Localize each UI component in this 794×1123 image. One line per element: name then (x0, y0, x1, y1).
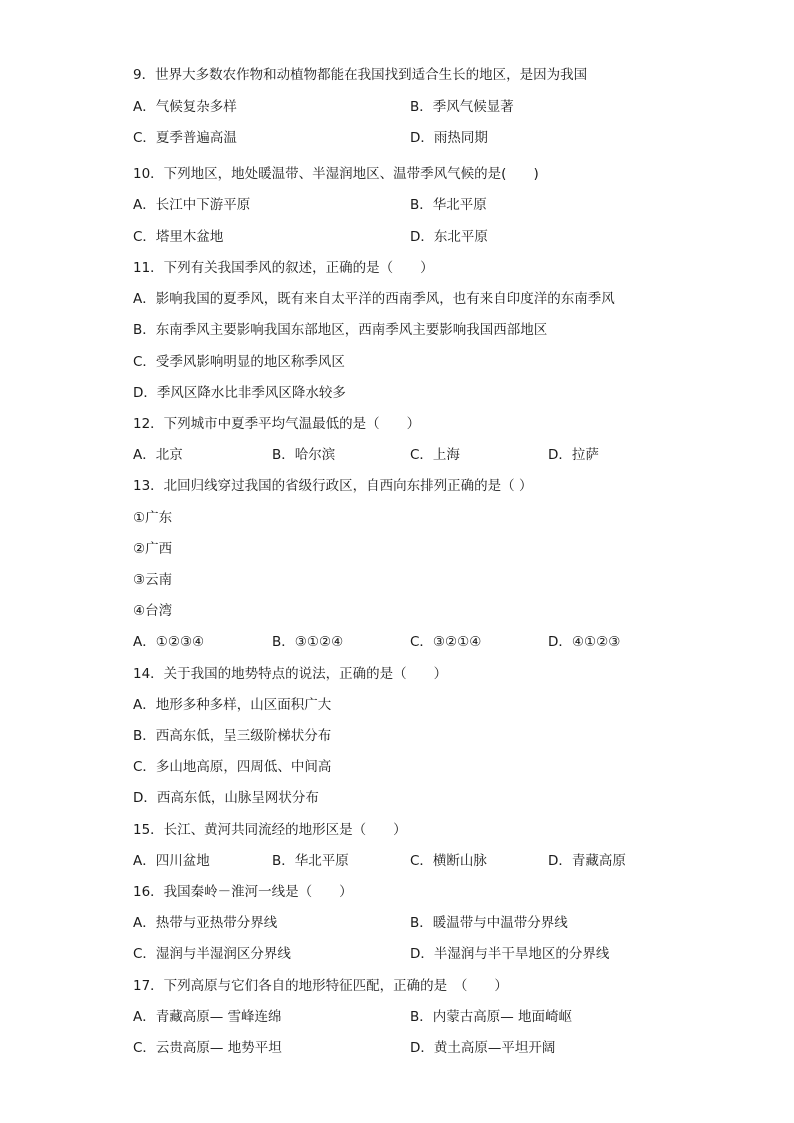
question-10-option-c: C．塔里木盆地 (133, 229, 224, 245)
question-17-stem: 17．下列高原与它们各自的地形特征匹配，正确的是 （ ） (133, 978, 508, 994)
question-11-option-b: B．东南季风主要影响我国东部地区，西南季风主要影响我国西部地区 (133, 322, 548, 338)
question-16-options-row-2 (133, 944, 693, 964)
question-14-option-c: C．多山地高原，四周低、中间高 (133, 759, 332, 775)
question-13-option-d: D．④①②③ (548, 634, 621, 650)
question-9-option-a: A．气候复杂多样 (133, 99, 237, 115)
question-15-stem: 15．长江、黄河共同流经的地形区是（ ） (133, 822, 407, 838)
question-10-option-b: B．华北平原 (410, 197, 487, 213)
question-12-option-c: C．上海 (410, 447, 460, 463)
question-14-option-b: B．西高东低，呈三级阶梯状分布 (133, 728, 332, 744)
question-9-option-d: D．雨热同期 (410, 130, 488, 146)
question-10-stem: 10．下列地区，地处暖温带、半湿润地区、温带季风气候的是( ) (133, 166, 539, 182)
question-17-option-a: A．青藏高原— 雪峰连绵 (133, 1009, 282, 1025)
question-17-option-b: B．内蒙古高原— 地面崎岖 (410, 1009, 573, 1025)
question-15-option-a: A．四川盆地 (133, 853, 210, 869)
question-9-option-b: B．季风气候显著 (410, 99, 514, 115)
question-17-options-row-2 (133, 1038, 693, 1058)
question-10-options-row-1 (133, 195, 693, 215)
question-16-option-d: D．半湿润与半干旱地区的分界线 (410, 946, 610, 962)
question-10-option-d: D．东北平原 (410, 229, 488, 245)
question-11-option-d: D．季风区降水比非季风区降水较多 (133, 385, 346, 401)
question-16-option-a: A．热带与亚热带分界线 (133, 915, 278, 931)
question-13-item-3: ③云南 (133, 572, 173, 588)
question-13-option-b: B．③①②④ (272, 634, 344, 650)
question-13-options-row (133, 632, 693, 652)
question-13-item-1: ①广东 (133, 510, 173, 526)
question-14-option-a: A．地形多种多样，山区面积广大 (133, 697, 332, 713)
question-9-stem: 9．世界大多数农作物和动植物都能在我国找到适合生长的地区，是因为我国 (133, 67, 588, 83)
question-12-option-b: B．哈尔滨 (272, 447, 336, 463)
question-17-options-row-1 (133, 1007, 693, 1027)
question-15-options-row (133, 851, 693, 871)
question-9-options-row-1 (133, 97, 693, 117)
question-9-options-row-2 (133, 128, 693, 148)
question-15-option-d: D．青藏高原 (548, 853, 626, 869)
question-16-options-row-1 (133, 913, 693, 933)
question-10-option-a: A．长江中下游平原 (133, 197, 251, 213)
question-14-stem: 14．关于我国的地势特点的说法，正确的是（ ） (133, 666, 448, 682)
question-13-item-2: ②广西 (133, 541, 173, 557)
question-16-option-c: C．湿润与半湿润区分界线 (133, 946, 291, 962)
question-13-stem: 13．北回归线穿过我国的省级行政区，自西向东排列正确的是（ ） (133, 478, 533, 494)
question-12-option-d: D．拉萨 (548, 447, 599, 463)
question-16-option-b: B．暖温带与中温带分界线 (410, 915, 568, 931)
question-10-options-row-2 (133, 227, 693, 247)
question-13-option-a: A．①②③④ (133, 634, 205, 650)
question-11-option-a: A．影响我国的夏季风，既有来自太平洋的西南季风，也有来自印度洋的东南季风 (133, 291, 615, 307)
question-13-option-c: C．③②①④ (410, 634, 482, 650)
question-12-option-a: A．北京 (133, 447, 183, 463)
question-15-option-b: B．华北平原 (272, 853, 349, 869)
question-11-option-c: C．受季风影响明显的地区称季风区 (133, 354, 345, 370)
question-14-option-d: D．西高东低，山脉呈网状分布 (133, 790, 319, 806)
question-13-item-4: ④台湾 (133, 603, 173, 619)
question-12-options-row (133, 445, 693, 465)
question-12-stem: 12．下列城市中夏季平均气温最低的是（ ） (133, 416, 421, 432)
question-11-stem: 11．下列有关我国季风的叙述，正确的是（ ） (133, 260, 434, 276)
question-9-option-c: C．夏季普遍高温 (133, 130, 237, 146)
question-15-option-c: C．横断山脉 (410, 853, 487, 869)
question-17-option-d: D．黄土高原—平坦开阔 (410, 1040, 556, 1056)
question-16-stem: 16．我国秦岭－淮河一线是（ ） (133, 884, 353, 900)
question-17-option-c: C．云贵高原— 地势平坦 (133, 1040, 282, 1056)
